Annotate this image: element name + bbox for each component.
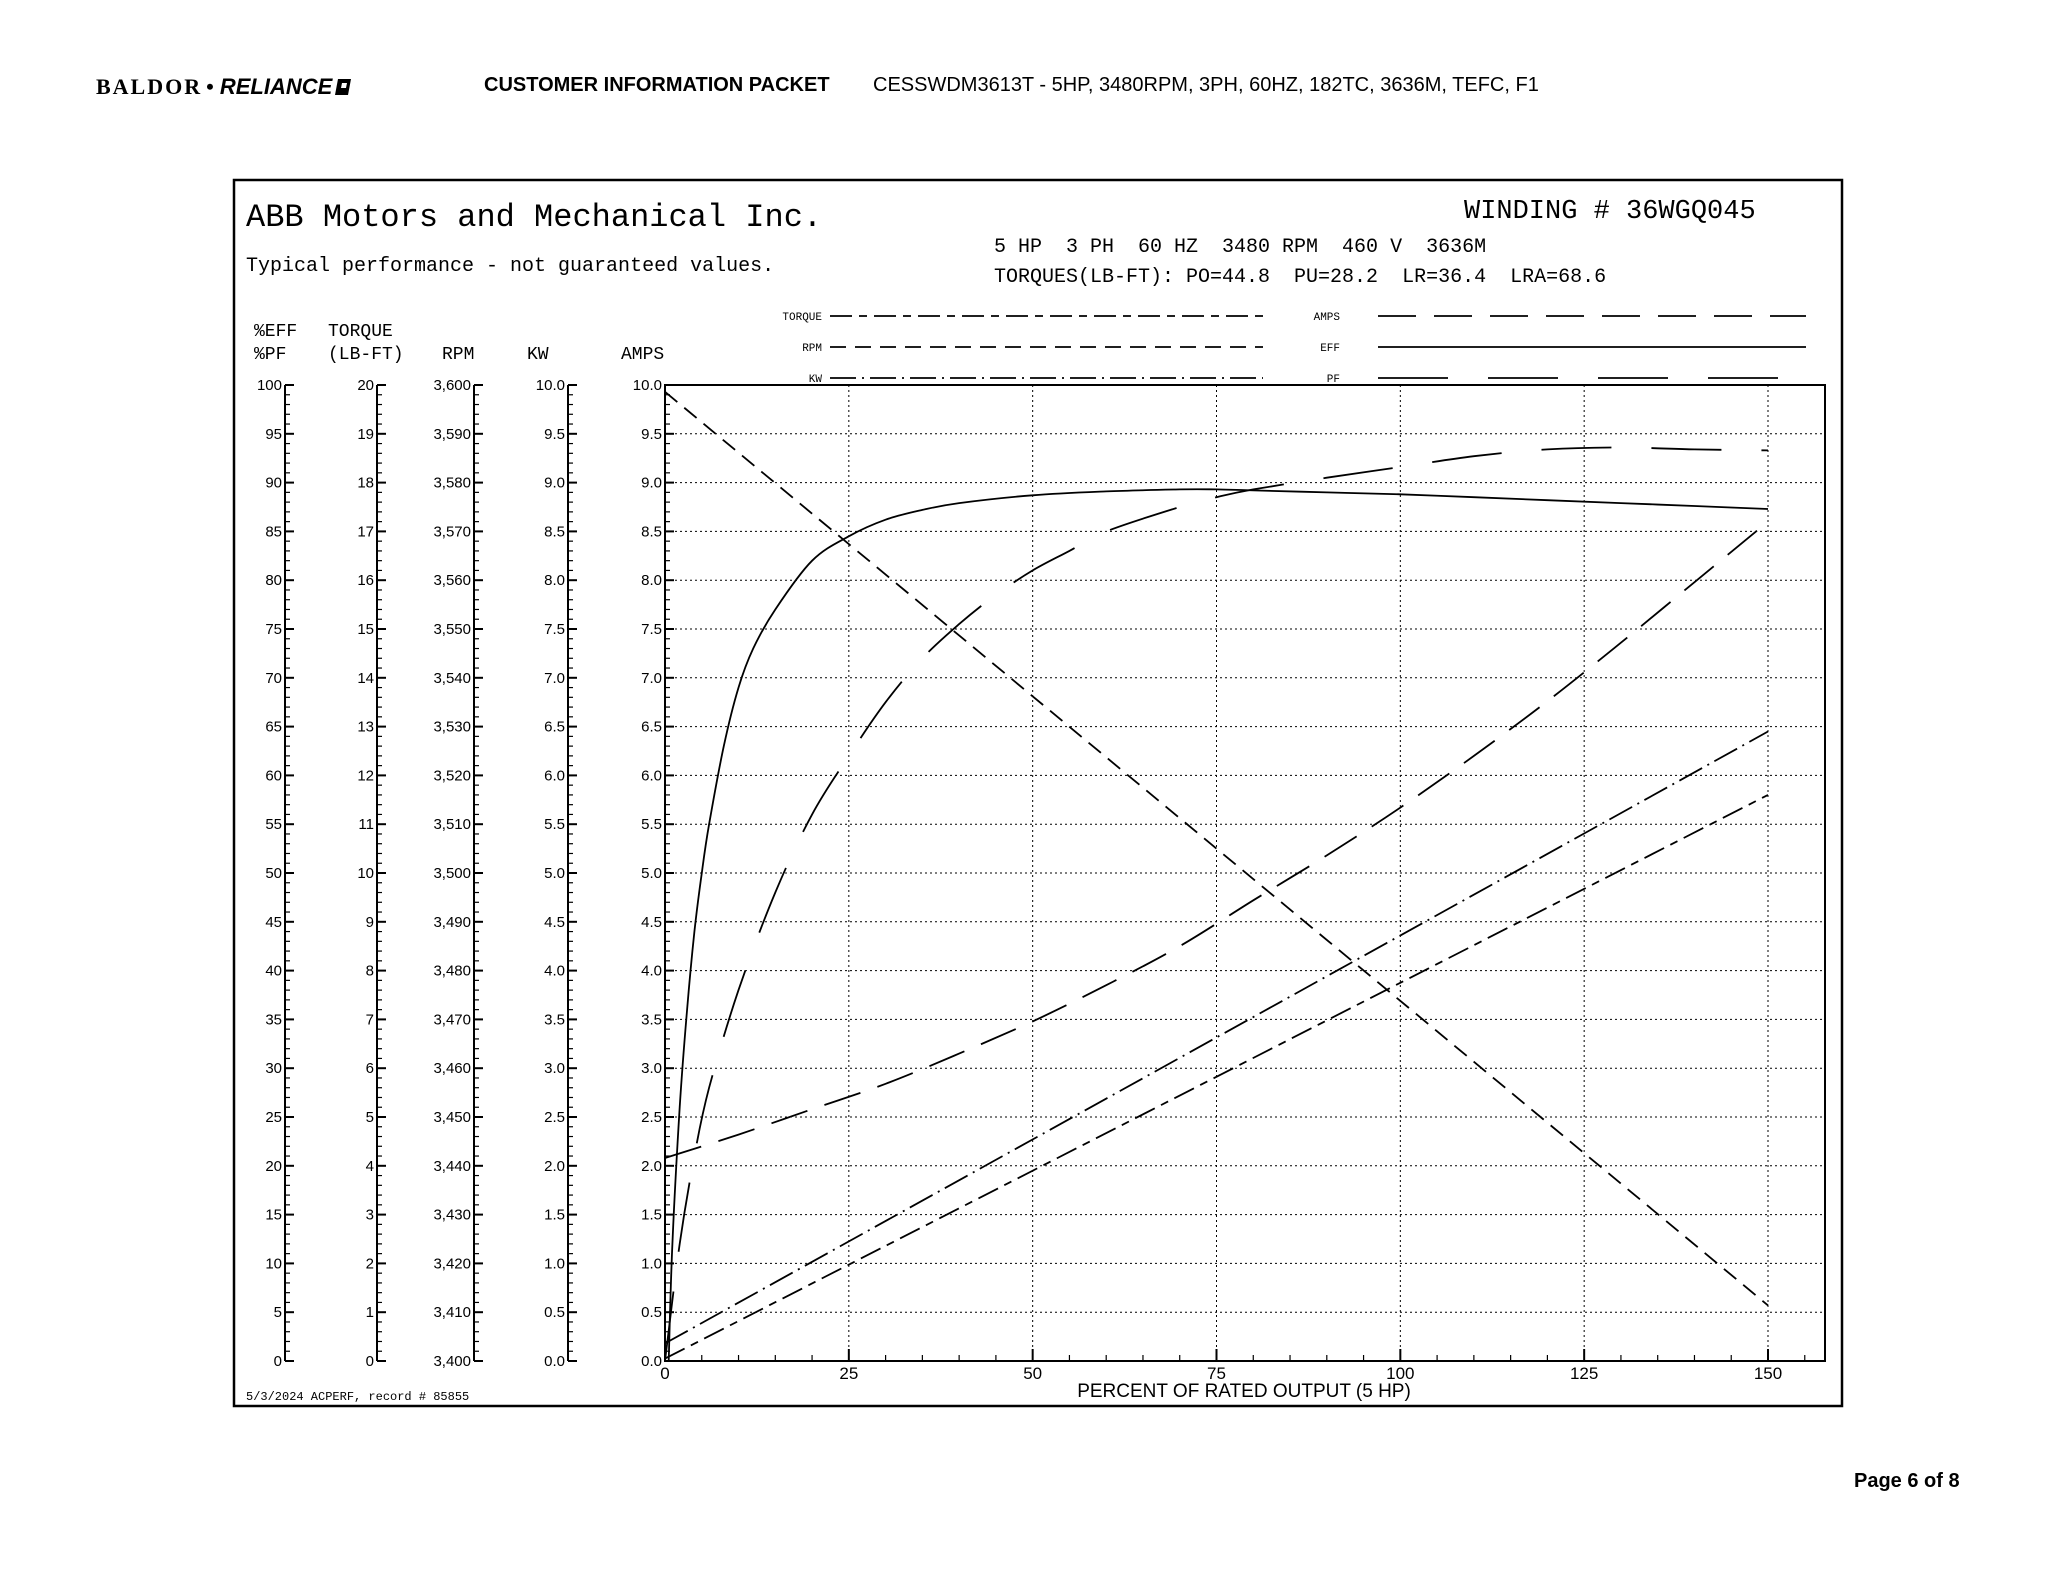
axis-eff-tick-label: 10 <box>265 1255 282 1273</box>
axis-eff-tick-label: 95 <box>265 425 282 443</box>
axis-torque-tick-label: 4 <box>365 1157 374 1175</box>
axis-kw-tick-label: 10.0 <box>535 377 565 394</box>
axis-kw-tick-label: 2.5 <box>544 1109 565 1126</box>
axis-torque-tick-label: 13 <box>357 718 374 736</box>
axis-rpm-tick-label: 3,550 <box>433 621 471 638</box>
axis-torque-header: (LB-FT) <box>328 345 404 365</box>
axis-kw-tick-label: 8.5 <box>544 523 565 541</box>
axis-eff-tick-label: 15 <box>265 1206 282 1224</box>
axis-rpm-tick-label: 3,460 <box>433 1060 471 1078</box>
axis-kw-tick-label: 0.0 <box>544 1353 565 1370</box>
axis-rpm-tick-label: 3,490 <box>433 913 471 931</box>
legend-label-rpm: RPM <box>802 343 822 355</box>
axis-torque-tick-label: 12 <box>357 767 374 785</box>
axis-eff-header: %EFF <box>254 322 298 342</box>
axis-torque-tick-label: 3 <box>365 1206 374 1224</box>
axis-kw-tick-label: 5.0 <box>544 865 565 882</box>
axis-rpm-tick-label: 3,450 <box>433 1109 471 1126</box>
legend-label-pf: PF <box>1326 374 1340 386</box>
axis-eff-tick-label: 30 <box>265 1060 282 1078</box>
axis-amps-tick-label: 7.5 <box>641 621 662 638</box>
torque-values: TORQUES(LB-FT): PO=44.8 PU=28.2 LR=36.4 LRA=68.6 <box>994 266 1607 289</box>
motor-rating: 5 HP 3 PH 60 HZ 3480 RPM 460 V 3636M <box>994 236 1487 259</box>
logo-reliance: RELIANCE <box>219 74 333 99</box>
axis-kw-tick-label: 9.0 <box>544 474 565 492</box>
axis-eff-tick-label: 45 <box>265 913 282 931</box>
chart-subtitle: Typical performance - not guaranteed values. <box>246 255 775 278</box>
axis-kw-tick-label: 1.0 <box>544 1255 565 1273</box>
axis-amps-tick-label: 0.0 <box>641 1353 662 1370</box>
axis-torque-tick-label: 14 <box>357 669 374 687</box>
axis-rpm-tick-label: 3,440 <box>433 1157 471 1175</box>
axis-amps-tick-label: 1.0 <box>641 1255 662 1273</box>
axis-rpm-header: RPM <box>442 345 475 365</box>
winding-number: WINDING # 36WGQ045 <box>1464 197 1756 227</box>
axis-torque-tick-label: 11 <box>358 816 374 834</box>
axis-rpm-tick-label: 3,560 <box>433 572 471 590</box>
axis-amps-tick-label: 6.0 <box>641 767 662 785</box>
axis-kw-tick-label: 2.0 <box>544 1157 565 1175</box>
logo-separator: • <box>206 74 216 99</box>
axis-amps-tick-label: 3.0 <box>641 1060 662 1078</box>
series-rpm-line <box>665 392 1768 1306</box>
axis-amps-tick-label: 5.0 <box>641 865 662 882</box>
axis-amps-tick-label: 4.0 <box>641 962 662 980</box>
axis-eff-tick-label: 85 <box>265 523 282 541</box>
axis-torque-tick-label: 20 <box>357 377 374 394</box>
axis-eff-tick-label: 100 <box>256 377 282 394</box>
axis-torque-tick-label: 19 <box>357 425 374 443</box>
axis-rpm-tick-label: 3,520 <box>433 767 471 785</box>
series-pf-line <box>665 448 1768 1362</box>
axis-rpm-tick-label: 3,420 <box>433 1255 471 1273</box>
axis-kw-tick-label: 4.0 <box>544 962 565 980</box>
axis-rpm-tick-label: 3,410 <box>433 1304 471 1322</box>
axis-torque-tick-label: 1 <box>365 1304 374 1322</box>
x-axis-tick-label: 0 <box>660 1364 670 1383</box>
axis-kw-tick-label: 9.5 <box>544 425 565 443</box>
axis-eff-tick-label: 50 <box>265 865 282 882</box>
axis-amps-tick-label: 2.0 <box>641 1157 662 1175</box>
axis-kw-tick-label: 3.0 <box>544 1060 565 1078</box>
axis-eff-tick-label: 55 <box>265 816 282 834</box>
axis-rpm-tick-label: 3,530 <box>433 718 471 736</box>
axis-rpm-tick-label: 3,510 <box>433 816 471 834</box>
axis-rpm-tick-label: 3,430 <box>433 1206 471 1224</box>
axis-torque-tick-label: 0 <box>365 1353 374 1370</box>
axis-eff-tick-label: 60 <box>265 767 282 785</box>
x-axis-tick-label: 50 <box>1023 1364 1043 1383</box>
axis-eff-tick-label: 70 <box>265 669 282 687</box>
axis-amps-tick-label: 3.5 <box>641 1011 662 1029</box>
axis-rpm-tick-label: 3,500 <box>433 865 471 882</box>
axis-kw-tick-label: 3.5 <box>544 1011 565 1029</box>
axis-torque-header: TORQUE <box>328 322 393 342</box>
product-description: CESSWDM3613T - 5HP, 3480RPM, 3PH, 60HZ, 182TC, 3636M, TEFC, F1 <box>873 74 1539 96</box>
axis-amps-tick-label: 7.0 <box>641 669 662 687</box>
axis-amps-tick-label: 6.5 <box>641 718 662 736</box>
axis-torque-tick-label: 15 <box>357 621 374 638</box>
legend-label-amps: AMPS <box>1313 312 1340 324</box>
axis-amps-tick-label: 4.5 <box>641 913 662 931</box>
x-axis-label: PERCENT OF RATED OUTPUT (5 HP) <box>1077 1381 1411 1402</box>
axis-torque-tick-label: 2 <box>365 1255 374 1273</box>
axis-torque-tick-label: 5 <box>365 1109 374 1126</box>
axis-amps-tick-label: 0.5 <box>641 1304 662 1322</box>
axis-rpm-tick-label: 3,470 <box>433 1011 471 1029</box>
axis-amps-tick-label: 5.5 <box>641 816 662 834</box>
series-torque-line <box>665 795 1768 1359</box>
axis-torque-tick-label: 10 <box>357 865 374 882</box>
axis-eff-tick-label: 40 <box>265 962 282 980</box>
x-axis-tick-label: 150 <box>1753 1364 1783 1383</box>
x-axis-tick-label: 75 <box>1207 1364 1226 1383</box>
axis-torque-tick-label: 8 <box>365 962 374 980</box>
axis-eff-tick-label: 5 <box>273 1304 282 1322</box>
chart-legend <box>782 312 1806 386</box>
x-axis-tick-label: 100 <box>1386 1364 1415 1383</box>
axis-amps-tick-label: 9.5 <box>641 425 662 443</box>
packet-title: CUSTOMER INFORMATION PACKET <box>484 74 830 96</box>
axis-rpm-tick-label: 3,600 <box>433 377 471 394</box>
axis-amps-tick-label: 10.0 <box>632 377 662 394</box>
axis-amps-tick-label: 8.0 <box>641 572 662 590</box>
axis-kw-tick-label: 7.5 <box>544 621 565 638</box>
axis-amps-tick-label: 9.0 <box>641 474 662 492</box>
axis-rpm-tick-label: 3,580 <box>433 474 471 492</box>
axis-amps-tick-label: 2.5 <box>641 1109 662 1126</box>
axis-kw-header: KW <box>527 345 549 365</box>
axis-torque-tick-label: 16 <box>357 572 374 590</box>
page-number: Page 6 of 8 <box>1854 1470 1960 1492</box>
axis-amps-tick-label: 1.5 <box>641 1206 662 1224</box>
axis-eff-tick-label: 35 <box>265 1011 282 1029</box>
axis-kw-tick-label: 4.5 <box>544 913 565 931</box>
axis-torque-tick-label: 6 <box>365 1060 374 1078</box>
axis-kw-tick-label: 5.5 <box>544 816 565 834</box>
chart-frame <box>234 180 1842 1406</box>
axis-amps-tick-label: 8.5 <box>641 523 662 541</box>
axis-kw-tick-label: 1.5 <box>544 1206 565 1224</box>
axis-eff-tick-label: 65 <box>265 718 282 736</box>
plot-area <box>660 385 1825 1383</box>
axis-kw-tick-label: 6.5 <box>544 718 565 736</box>
axis-torque-tick-label: 17 <box>357 523 374 541</box>
axis-kw-tick-label: 0.5 <box>544 1304 565 1322</box>
x-axis-tick-label: 25 <box>839 1364 859 1383</box>
axis-torque-tick-label: 9 <box>365 913 374 931</box>
axis-kw-tick-label: 7.0 <box>544 669 565 687</box>
axis-eff-tick-label: 20 <box>265 1157 282 1175</box>
chart-company-title: ABB Motors and Mechanical Inc. <box>246 199 823 236</box>
axis-rpm-tick-label: 3,540 <box>433 669 471 687</box>
axis-kw-tick-label: 8.0 <box>544 572 565 590</box>
axis-torque-tick-label: 18 <box>357 474 374 492</box>
axes-layer <box>254 322 674 1370</box>
axis-eff-tick-label: 90 <box>265 474 282 492</box>
axis-eff-tick-label: 80 <box>265 572 282 590</box>
axis-eff-tick-label: 75 <box>265 621 282 638</box>
axis-eff-tick-label: 0 <box>273 1353 282 1370</box>
axis-rpm-tick-label: 3,400 <box>433 1353 471 1370</box>
legend-label-kw: KW <box>808 374 822 386</box>
x-axis-tick-label: 125 <box>1569 1364 1599 1383</box>
axis-amps-header: AMPS <box>621 345 665 365</box>
legend-label-torque: TORQUE <box>782 312 822 324</box>
axis-eff-tick-label: 25 <box>265 1109 282 1126</box>
series-amps-line <box>665 522 1768 1158</box>
axis-torque-tick-label: 7 <box>365 1011 374 1029</box>
axis-kw-tick-label: 6.0 <box>544 767 565 785</box>
record-footnote: 5/3/2024 ACPERF, record # 85855 <box>246 1390 470 1404</box>
series-eff-line <box>669 489 1768 1361</box>
axis-rpm-tick-label: 3,570 <box>433 523 471 541</box>
axis-rpm-tick-label: 3,480 <box>433 962 471 980</box>
axis-eff-header: %PF <box>254 345 287 365</box>
logo-baldor: BALDOR <box>96 74 203 99</box>
axis-rpm-tick-label: 3,590 <box>433 425 471 443</box>
legend-label-eff: EFF <box>1320 343 1340 355</box>
